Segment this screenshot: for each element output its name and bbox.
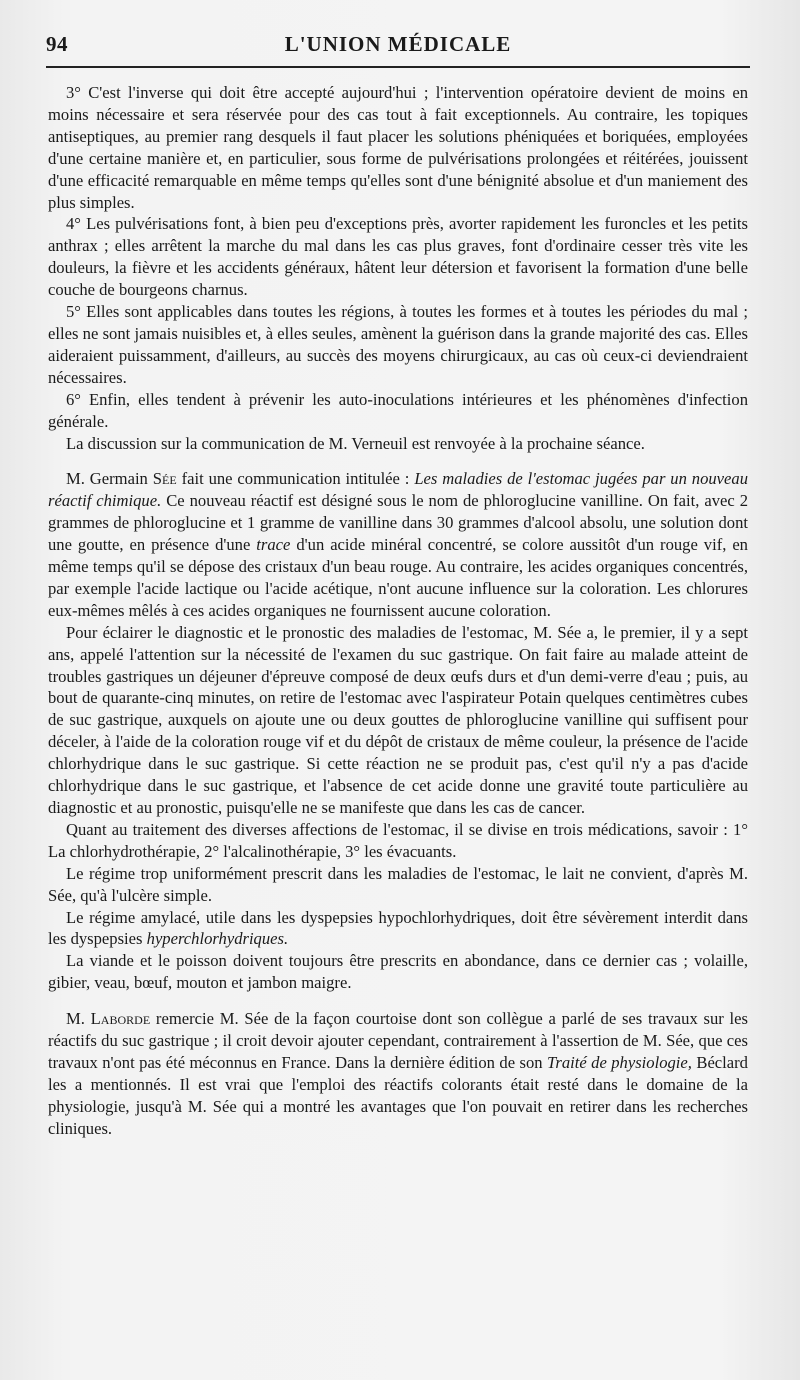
speaker-prefix: M. Germain — [66, 469, 148, 489]
book-title: Traité de physiologie, — [547, 1052, 692, 1072]
paragraph-traitement: Quant au traitement des diverses affections de l'estomac, il se divise en trois médications, savoir : 1° La chlorhydrothérapie, 2° l'alcalinothérapie, 3° les évacuants. — [48, 819, 748, 861]
emphasis-trace: trace — [256, 535, 291, 555]
text: fait une communication intitulée : — [181, 469, 410, 489]
emphasis-hyperchlorhydriques: hyperchlorhydriques. — [146, 929, 289, 949]
page-number: 94 — [46, 32, 68, 56]
text: d'un acide minéral concentré, se colore aussitôt d'un rouge vif, en même temps qu'il se dépose des cristaux d'un beau rouge. Au contraire, les acides organiques concentrés, par exemple l'acide lactique ou l'acide acétique, n'ont aucune influence sur la coloration. Les chlorures eux-mêmes mêlés à ces acides organiques ne fournissent aucune coloration. — [48, 535, 748, 620]
article-body — [48, 82, 748, 1140]
paragraph-3: 3° C'est l'inverse qui doit être accepté aujourd'hui ; l'intervention opératoire devient de moins en moins nécessaire et sera réservée pour des cas tout à fait exceptionnels. Au contraire, les topiques antiseptiques, au premier rang desquels il faut placer les solutions phéniquées et boriquées, employées d'une certaine manière et, en particulier, sous forme de pulvérisations prolongées et réitérées, jouissent d'une efficacité remarquable en même temps qu'elles sont d'une bénignité absolue et d'un maniement des plus simples. — [48, 83, 748, 212]
paragraph-5: 5° Elles sont applicables dans toutes les régions, à toutes les formes et à toutes les périodes du mal ; elles ne sont jamais nuisibles et, à elles seules, amènent la guérison dans la grande majorité des cas. Elles aideraient puissamment, d'ailleurs, au succès des moyens chirurgicaux, au cas où ceux-ci deviendraient nécessaires. — [48, 302, 748, 387]
text: Ce nouveau réactif est désigné sous le nom de phloroglucine vanilline. On fait, avec 2 grammes de phloroglucine et 1 gramme de vanilline dans 30 grammes d'alcool absolu, une solution dont une goutte, en présence d'une — [48, 491, 749, 555]
paragraph-regime-lait: Le régime trop uniformément prescrit dans les maladies de l'estomac, le lait ne convient, d'après M. Sée, qu'à l'ulcère simple. — [48, 863, 748, 905]
speaker-name-see: Sée — [152, 469, 177, 489]
speaker-prefix: M. — [66, 1009, 85, 1029]
text: remercie M. Sée de la façon courtoise dont son collègue a parlé de ses travaux sur les réactifs du suc gastrique ; il croit devoir ajouter cependant, contrairement à l'assertion de M. Sée, que ces travaux n'ont pas été méconnus en France. Dans la dernière édition de son — [48, 1009, 748, 1072]
page-header — [46, 30, 750, 66]
paragraph-diagnostic: Pour éclairer le diagnostic et le pronostic des maladies de l'estomac, M. Sée a, le premier, il y a sept ans, appelé l'attention sur la nécessité de l'examen du suc gastrique. On fait faire au malade atteint de troubles gastriques un déjeuner d'épreuve composé de deux œufs durs et d'un demi-verre d'eau ; puis, au bout de quarante-cinq minutes, on retire de l'estomac avec l'aspirateur Potain quelques centimètres cubes de suc gastrique, auxquels on ajoute une ou deux gouttes de phloroglucine vanilline qui suffisent pour déceler, à l'aide de la coloration rouge vif et du dépôt de cristaux de même couleur, la présence de l'acide chlorhydrique dans le suc gastrique. Si cette réaction ne se produit pas, c'est qu'il n'y a pas d'acide chlorhydrique dans le suc gastrique, et l'absence de cet acide donne une gravité toute particulière au diagnostic et au pronostic, puisqu'elle ne se manifeste que dans les cas de cancer. — [48, 622, 748, 817]
text: Béclard les a mentionnés. Il est vrai que l'emploi des réactifs colorants était resté dans le domaine de la physiologie, jusqu'à M. Sée qui a montré les avantages que l'on pouvait en retirer dans les recherches cliniques. — [48, 1052, 748, 1138]
paragraph-viande: La viande et le poisson doivent toujours être prescrits en abondance, dans ce dernier cas ; volaille, gibier, veau, bœuf, mouton et jambon maigre. — [48, 951, 748, 993]
paragraph-regime-amylace — [48, 907, 748, 951]
paragraph-4: 4° Les pulvérisations font, à bien peu d'exceptions près, avorter rapidement les furoncles et les petits anthrax ; elles arrêtent la marche du mal dans les cas plus graves, font d'ordinaire cesser très vite les douleurs, la fièvre et les accidents généraux, hâtent leur détersion et favorisent la formation d'une belle couche de bourgeons charnus. — [48, 214, 748, 300]
running-title: L'UNION MÉDICALE — [284, 32, 512, 56]
paragraph-laborde — [48, 1008, 748, 1139]
paragraph-see-communication — [48, 468, 748, 621]
communication-title: Les maladies de l'estomac jugées par un nouveau réactif chimique. — [48, 469, 749, 511]
header-rule — [46, 66, 750, 68]
text: Le régime amylacé, utile dans les dyspepsies hypochlorhydriques, doit être sévèrement interdit dans les dyspepsies — [48, 907, 748, 949]
paragraph-discussion: La discussion sur la communication de M. Verneuil est renvoyée à la prochaine séance. — [66, 433, 645, 453]
speaker-name-laborde: Laborde — [90, 1009, 151, 1029]
paragraph-6: 6° Enfin, elles tendent à prévenir les auto-inoculations intérieures et les phénomènes d'infection générale. — [48, 389, 748, 431]
